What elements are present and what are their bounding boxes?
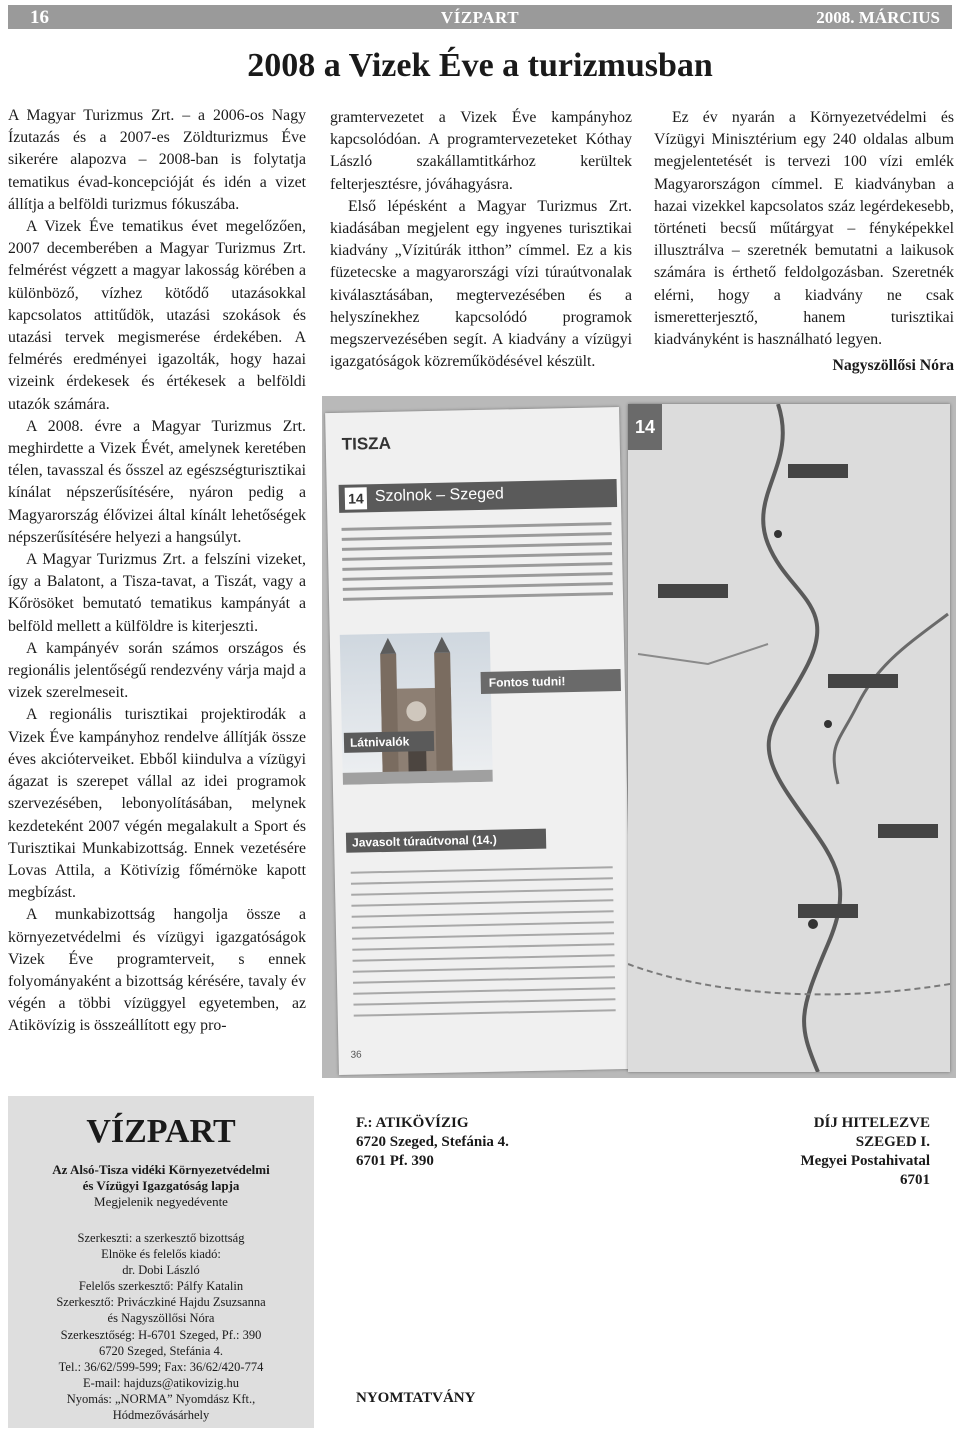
- paragraph: A Magyar Turizmus Zrt. – a 2006-os Nagy Ízutazás és a 2007-es Zöldturizmus Éve sikerére alapozva – 2008-ban is folytatja tematikus évad-koncepcióját és idén a vizet állítja a belföldi turizmus fókuszába.: [8, 107, 306, 213]
- address-line: 6701 Pf. 390: [356, 1153, 434, 1169]
- mailing-address: [356, 1114, 509, 1171]
- postage-block: [800, 1114, 930, 1190]
- print-type-label: NYOMTATVÁNY: [356, 1390, 476, 1406]
- brochure-page-number: 36: [350, 1049, 362, 1061]
- article-author: Nagyszöllősi Nóra: [832, 357, 954, 375]
- masthead-logo: VÍZPART: [86, 1113, 236, 1150]
- river-map-graphic: [628, 404, 950, 1072]
- credit-line: és Nagyszöllősi Nóra: [107, 1311, 215, 1326]
- brochure-text-lines: [341, 515, 613, 608]
- brochure-river-label: TISZA: [341, 433, 392, 454]
- article-title: 2008 a Vizek Éve a turizmusban: [247, 47, 713, 84]
- paragraph: A regionális turisztikai projektirodák a Vizek Éve kampányhoz rendelve állítják össze éves akcióterveiket. Ebből kiindulva a vízügyi ágazat is szerepet vállal az idei programok szervezésében, lebonyolításában, melynek kezdeteként 2007 végén megalakult a Sport és Turisztikai Munkabizottság. Ennek vezetésére Lovas Attila, a Kötivízig főmérnöke kapott megbízást.: [8, 706, 306, 902]
- paragraph: gramtervezetet a Vizek Éve kampányhoz kapcsolódóan. A programtervezeteket Kóthay László szakállamtitkárhoz kerültek felterjesztésre, jóváhagyásra.: [330, 109, 632, 193]
- brochure-photo: [322, 396, 956, 1078]
- publication-name: VÍZPART: [440, 8, 520, 27]
- subtitle-line: Az Alsó-Tisza vidéki Környezetvédelmi: [52, 1162, 270, 1177]
- latnivalok-banner: Látnivalók: [344, 731, 434, 753]
- header-bar: [8, 5, 952, 29]
- postage-line: 6701: [900, 1172, 930, 1188]
- paragraph: A 2008. évre a Magyar Turizmus Zrt. meghirdette a Vizek Évét, amelynek keretében télen, tavasszal és ősszel az egészségturisztikai kínálat népszerűsítésére, nyáron pedig a Magyarország élővizei által kínált lehetőségek népszerűsítésére helyezi a hangsúlyt.: [8, 417, 306, 546]
- credit-line: Hódmezővásárhely: [112, 1408, 210, 1423]
- credit-line: dr. Dobi László: [122, 1263, 200, 1278]
- fontos-tudni-banner: Fontos tudni!: [481, 669, 621, 694]
- subtitle-line: és Vízügyi Igazgatóság lapja: [82, 1178, 240, 1193]
- issue-date: 2008. MÁRCIUS: [816, 8, 940, 27]
- route-number: 14: [345, 487, 367, 509]
- address-line: F.: ATIKÖVÍZIG: [356, 1115, 469, 1131]
- itinerary-lines: [351, 857, 616, 1025]
- map-tab-number: 14: [628, 404, 662, 450]
- postage-line: Megyei Postahivatal: [800, 1153, 930, 1169]
- paragraph: Ez év nyarán a Környezetvédelmi és Vízügyi Minisztérium egy 240 oldalas album megjelentetését is tervezi 100 vízi emlék Magyarországon címmel. E kiadványban a hazai vizekkel kapcsolatos száz legérdekesebb, történeti becsű műtárgyat – fényképekkel illusztrálva – szeretnék bemutatni a laikusok számára is érthető feldolgozásban. Szeretnék elérni, hogy a kiadvány ne csak ismeretterjesztő, hanem turisztikai kiadványként is használható legyen.: [654, 109, 954, 349]
- paragraph: A munkabizottság hangolja össze a környezetvédelmi és vízügyi igazgatóságok Vizek Éve programterveit, s ennek folyományaként a bizottság kérésére, tavaly év végén a többi vízüggyel egyetemben, az Atikövízig is összeállított egy pro-: [8, 906, 306, 1035]
- route-title: Szolnok – Szeged: [374, 485, 504, 506]
- article-column-1: [8, 105, 306, 1038]
- credit-line: Tel.: 36/62/599-599; Fax: 36/62/420-774: [58, 1359, 264, 1374]
- postage-line: SZEGED I.: [855, 1134, 930, 1150]
- credit-line: 6720 Szeged, Stefánia 4.: [99, 1343, 223, 1358]
- postage-line: DÍJ HITELEZVE: [813, 1115, 930, 1131]
- church-photo: [340, 632, 493, 785]
- paragraph: A Vizek Éve tematikus évet megelőzően, 2007 decemberében a Magyar Turizmus Zrt. felmérést végzett a magyar lakosság körében a különböző, vízhez kötődő utazásokkal kapcsolatos attitűdök, utazási szokások és utazási tervek megismerése érdekében. A felmérés eredményei igazolták, hogy hazai vizeink érdekesek és értékesek a belföldi utazók számára.: [8, 218, 306, 413]
- paragraph: A kampányév során számos országos és regionális jelentőségű rendezvény várja majd a vizek szerelmeseit.: [8, 639, 306, 702]
- javasolt-turaut-banner: Javasolt túraútvonal (14.): [346, 829, 546, 853]
- credit-line: Felelős szerkesztő: Pálfy Katalin: [78, 1279, 244, 1294]
- address-line: 6720 Szeged, Stefánia 4.: [356, 1134, 509, 1150]
- credit-line: Szerkesztőség: H-6701 Szeged, Pf.: 390: [60, 1327, 262, 1342]
- credit-line: Nyomás: „NORMA” Nyomdász Kft.,: [66, 1391, 256, 1406]
- page-number: 16: [30, 7, 49, 28]
- brochure-map-page: [628, 404, 950, 1072]
- route-title-bar: [339, 479, 618, 513]
- masthead-subtitle: [8, 1162, 314, 1194]
- credit-line: E-mail: hajduzs@atikovizig.hu: [83, 1375, 239, 1390]
- editorial-credits: [8, 1230, 314, 1423]
- paragraph: A Magyar Turizmus Zrt. a felszíni vizeket, így a Balatont, a Tisza-tavat, a Tiszát, vagy a Kőrösöket bemutató tematikus kampányát a belföld mellett a külföldre is kiterjeszti.: [8, 551, 306, 635]
- credit-line: Szerkesztő: Priváczkiné Hajdu Zsuzsanna: [56, 1295, 266, 1310]
- credit-line: Szerkeszti: a szerkesztő bizottság: [77, 1231, 245, 1245]
- credit-line: Elnöke és felelős kiadó:: [101, 1247, 221, 1262]
- masthead-box: [8, 1096, 314, 1428]
- article-column-2: [330, 107, 632, 373]
- brochure-left-page: [325, 407, 633, 1075]
- paragraph: Első lépésként a Magyar Turizmus Zrt. kiadásában megjelent egy ingyenes turisztikai kiadvány „Vízitúrák itthon” címmel. Ez a kis füzetecske a magyarországi vízi túraútvonalak kiválasztásában, megtervezésében és a helyszínekhez kapcsolódó programok megszervezésében segít. A kiadvány a vízügyi igazgatóságok közreműködésével készült.: [330, 197, 632, 371]
- article-column-3: [654, 107, 954, 377]
- publication-frequency: Megjelenik negyedévente: [94, 1194, 228, 1209]
